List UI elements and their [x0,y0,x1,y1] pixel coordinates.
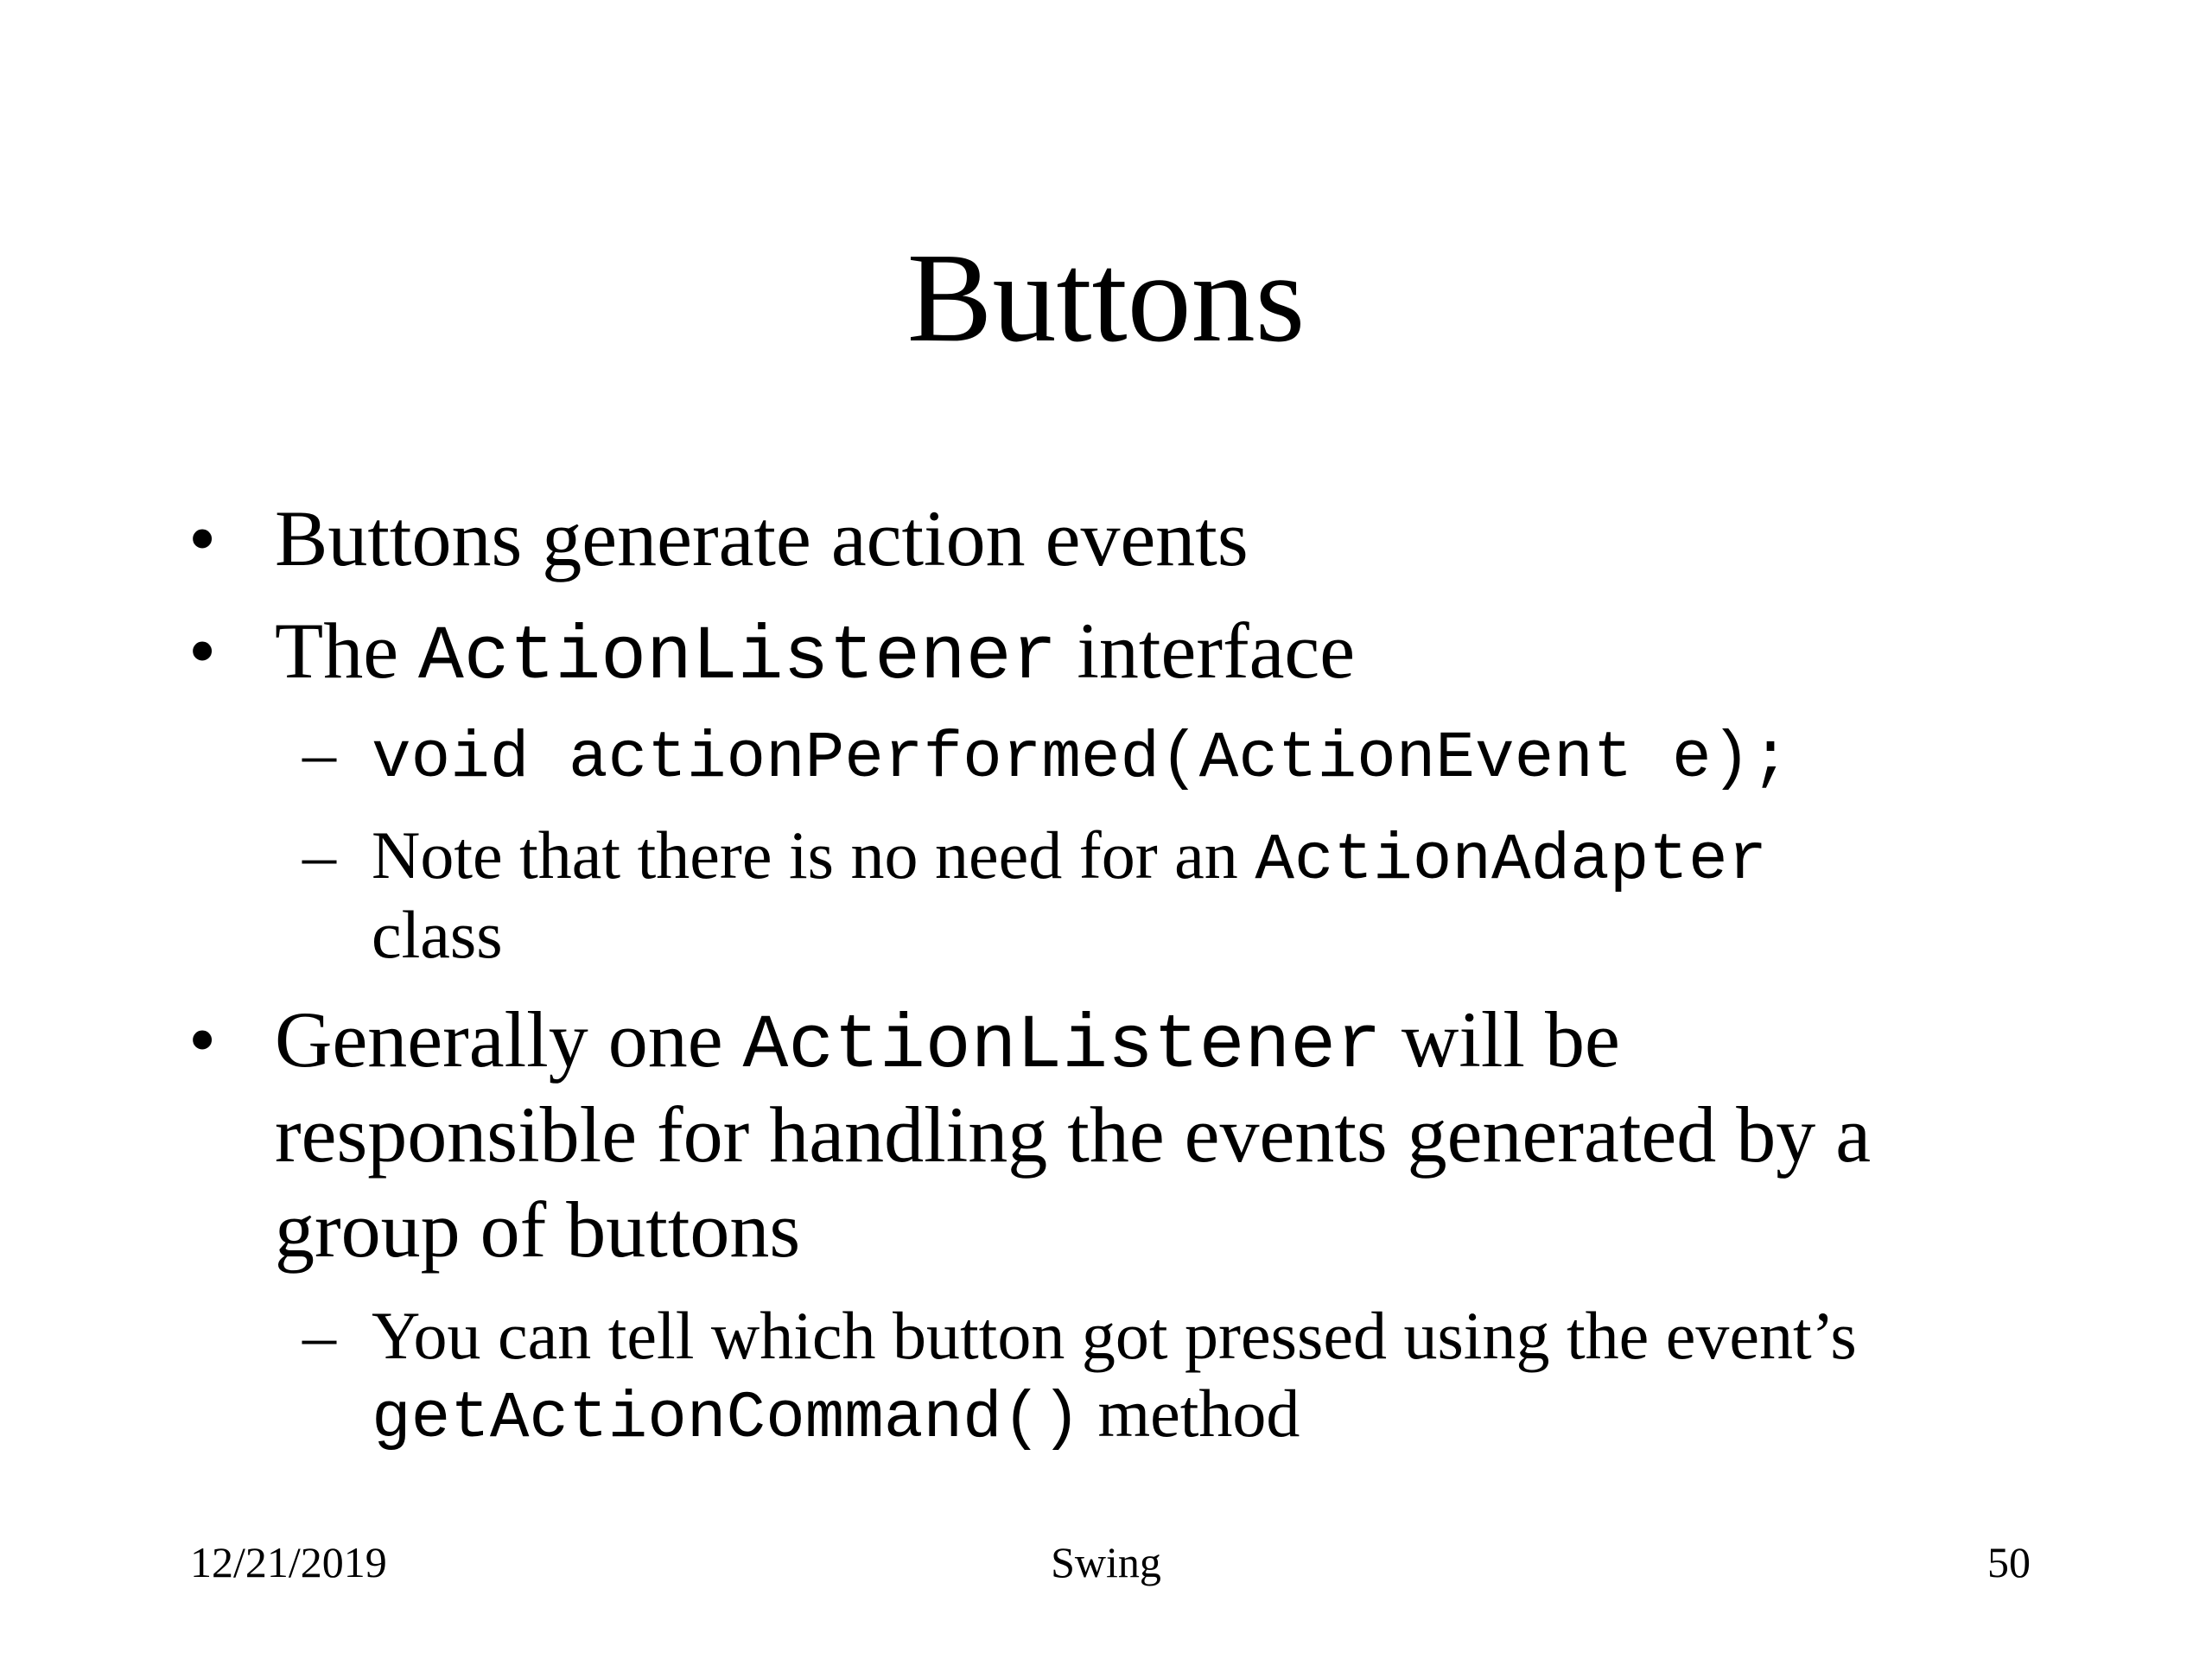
bullet-3-pre: Generally one [275,995,723,1084]
bullet-1-text: Buttons generate action events [275,494,1249,582]
bullet-2-text [275,603,1355,706]
bullet-3-post: will be [1401,995,1620,1084]
slide-title: Buttons [906,227,1306,369]
footer-page-number: 50 [1987,1538,2031,1586]
bullet-2-post: interface [1077,607,1356,695]
bullet-3-line2: responsible for handling the events generated by a [275,1090,1872,1179]
dash-icon: – [302,715,336,791]
sub-item-action-command-post: method [1097,1376,1300,1451]
code-actionadapter: ActionAdapter [1255,823,1768,898]
code-getactioncommand: getActionCommand() [372,1382,1081,1456]
code-actionlistener-2: ActionListener [742,1004,1382,1090]
sub-item-action-command-line2 [372,1374,1300,1459]
sub-item-adapter-line2: class [372,897,503,972]
code-actionlistener: ActionListener [418,615,1058,701]
dash-icon: – [302,817,336,893]
sub-item-method-signature [372,714,1790,798]
bullet-2-pre: The [275,607,399,695]
footer-date: 12/21/2019 [190,1538,387,1586]
bullet-icon: • [188,607,217,695]
bullet-icon: • [188,494,217,582]
bullet-icon: • [188,995,217,1084]
sub-item-adapter-note [372,816,1767,900]
dash-icon: – [302,1298,336,1373]
footer-title: Swing [1051,1538,1161,1586]
bullet-3-line1 [275,992,1620,1095]
sub-item-action-command-line1: You can tell which button got pressed using the event’s [372,1298,1857,1373]
sub-item-adapter-pre: Note that there is no need for an [372,817,1238,893]
code-action-performed: void actionPerformed(ActionEvent e); [372,721,1790,796]
bullet-3-line3: group of buttons [275,1185,801,1274]
